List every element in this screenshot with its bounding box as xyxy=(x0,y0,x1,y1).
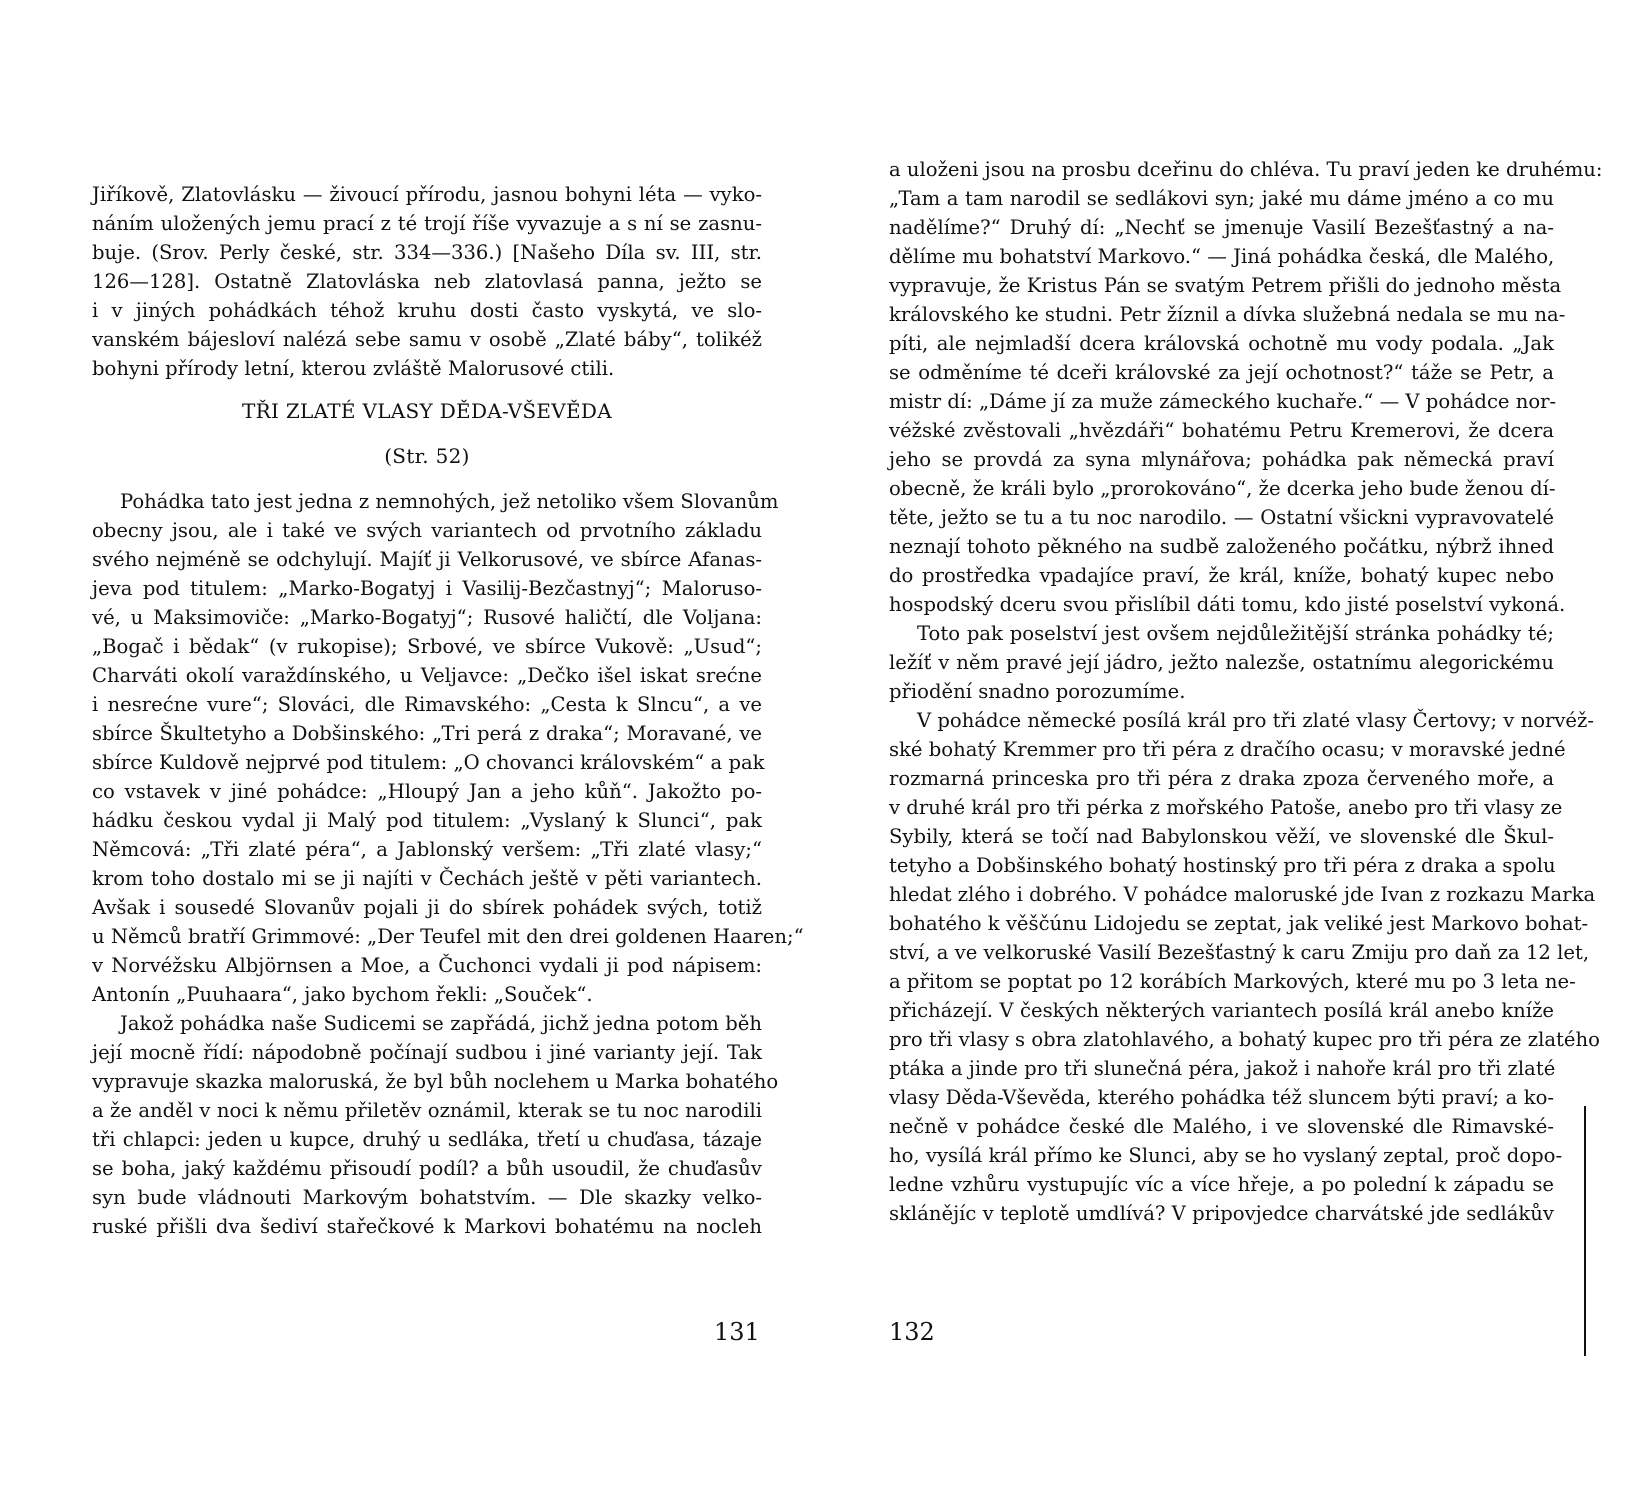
text-line: neznají tohoto pěkného na sudbě založeného počátku, nýbrž ihned xyxy=(889,535,1554,558)
left-text-column xyxy=(92,180,804,1241)
text-line: Charváti okolí varaždínského, u Veljavce: „Dečko išel iskat srećne xyxy=(92,664,762,687)
text-line: ství, a ve velkoruské Vasilí Bezešťastný k caru Zmiju pro daň za 12 let, xyxy=(889,941,1590,964)
text-line: a přitom se poptat po 12 korábích Markových, které mu po 3 leta ne- xyxy=(889,970,1576,993)
text-line: svého nejméně se odchylují. Majíť ji Velkorusové, ve sbírce Afanas- xyxy=(92,548,762,571)
text-line: do prostředka vpadajíce praví, že král, kníže, bohatý kupec nebo xyxy=(889,564,1554,587)
text-line: se odměníme té dceři královské za její ochotnost?“ táže se Petr, a xyxy=(889,361,1554,384)
text-line: Antonín „Puuhaara“, jako bychom řekli: „Souček“. xyxy=(92,983,593,1006)
section-heading: TŘI ZLATÉ VLASY DĚDA-VŠEVĚDA xyxy=(242,399,612,423)
margin-rule xyxy=(1584,1106,1586,1356)
text-line: i v jiných pohádkách téhož kruhu dosti často vyskytá, ve slo- xyxy=(92,299,762,322)
text-line: jeho se provdá za syna mlynářova; pohádka pak německá praví xyxy=(889,448,1554,471)
text-line: Jakož pohádka naše Sudicemi se zapřádá, jichž jedna potom běh xyxy=(120,1012,762,1035)
text-line: Jiříkově, Zlatovlásku — živoucí přírodu, jasnou bohyni léta — vyko- xyxy=(92,183,762,206)
text-line: véžské zvěstovali „hvězdáři“ bohatému Petru Kremerovi, že dcera xyxy=(889,419,1554,442)
text-line: v Norvéžsku Albjörnsen a Moe, a Čuchonci vydali ji pod nápisem: xyxy=(92,954,762,977)
page-number-right: 132 xyxy=(889,1318,935,1346)
text-line: dělíme mu bohatství Markovo.“ — Jiná pohádka česká, dle Malého, xyxy=(889,245,1555,268)
text-line: v druhé král pro tři pérka z mořského Patoše, anebo pro tři vlasy ze xyxy=(889,796,1563,819)
text-line: pro tři vlasy s obra zlatohlavého, a bohatý kupec pro tři péra ze zlatého xyxy=(889,1028,1600,1051)
text-line: hledat zlého i dobrého. V pohádce maloruské jde Ivan z rozkazu Marka xyxy=(889,883,1596,906)
text-line: bohyni přírody letní, kterou zvláště Malorusové ctili. xyxy=(92,357,615,380)
text-line: „Bogač i bědak“ (v rukopise); Srbové, ve sbírce Vukově: „Usud“; xyxy=(92,635,762,658)
text-line: Toto pak poselství jest ovšem nejdůležitější stránka pohádky té; xyxy=(917,622,1554,645)
text-line: „Tam a tam narodil se sedlákovi syn; jaké mu dáme jméno a co mu xyxy=(889,187,1554,210)
text-line: buje. (Srov. Perly české, str. 334—336.) [Našeho Díla sv. III, str. xyxy=(92,241,762,264)
text-line: ledne vzhůru vystupujíc víc a více hřeje, a po polední k západu se xyxy=(889,1173,1554,1196)
text-line: ské bohatý Kremmer pro tři péra z dračího ocasu; v moravské jedné xyxy=(889,738,1566,761)
text-line: hádku českou vydal ji Malý pod titulem: „Vyslaný k Slunci“, pak xyxy=(92,809,762,832)
text-line: sklánějíc v teplotě umdlívá? V pripovjedce charvátské jde sedlákův xyxy=(889,1202,1554,1225)
text-line: vanském bájesloví nalézá sebe samu v osobě „Zlaté báby“, tolikéž xyxy=(92,328,762,351)
text-line: těte, ježto se tu a tu noc narodilo. — Ostatní všickni vypravovatelé xyxy=(889,506,1554,529)
text-line: u Němců bratří Grimmové: „Der Teufel mit den drei goldenen Haaren;“ xyxy=(92,925,804,948)
text-line: syn bude vládnouti Markovým bohatstvím. — Dle skazky velko- xyxy=(92,1186,762,1209)
page-number-left: 131 xyxy=(714,1318,760,1346)
text-line: tři chlapci: jeden u kupce, druhý u sedláka, třetí u chuďasa, tázaje xyxy=(92,1128,762,1151)
text-line: vypravuje, že Kristus Pán se svatým Petrem přišli do jednoho města xyxy=(889,274,1562,297)
text-line: bohatého k věščúnu Lidojedu se zeptat, jak veliké jest Markovo bohat- xyxy=(889,912,1589,935)
text-line: a uloženi jsou na prosbu dceřinu do chléva. Tu praví jeden ke druhému: xyxy=(889,158,1603,181)
text-line: královského ke studni. Petr žíznil a dívka služebná nedala se mu na- xyxy=(889,303,1566,326)
text-line: náním uložených jemu prací z té trojí říše vyvazuje a s ní se zasnu- xyxy=(92,212,762,235)
text-line: tetyho a Dobšinského bohatý hostinský pro tři péra z draka a spolu xyxy=(889,854,1556,877)
text-line: vlasy Děda-Vševěda, kterého pohádka též sluncem býti praví; a ko- xyxy=(889,1086,1554,1109)
text-line: hospodský dceru svou přislíbil dáti tomu, kdo jisté poselství vykoná. xyxy=(889,593,1566,616)
text-line: V pohádce německé posílá král pro tři zlaté vlasy Čertovy; v norvéž- xyxy=(917,709,1594,732)
text-line: sbírce Kuldově nejprvé pod titulem: „O chovanci královském“ a pak xyxy=(92,751,765,774)
right-text-column xyxy=(889,155,1603,1228)
text-line: vé, u Maksimoviče: „Marko-Bogatyj“; Rusové haličtí, dle Voljana: xyxy=(92,606,762,629)
text-line: krom toho dostalo mi se ji najíti v Čechách ještě v pěti variantech. xyxy=(92,867,762,890)
text-line: obecně, že králi bylo „prorokováno“, že dcerka jeho bude ženou dí- xyxy=(889,477,1556,500)
text-line: Pohádka tato jest jedna z nemnohých, jež netoliko všem Slovanům xyxy=(120,490,779,513)
text-line: a že anděl v noci k němu přiletěv oznámil, kterak se tu noc narodili xyxy=(92,1099,762,1122)
text-line: píti, ale nejmladší dcera královská ochotně mu vody podala. „Jak xyxy=(889,332,1554,355)
text-line: Avšak i sousedé Slovanův pojali ji do sbírek pohádek svých, totiž xyxy=(92,896,762,919)
text-line: vypravuje skazka maloruská, že byl bůh noclehem u Marka bohatého xyxy=(92,1070,779,1093)
text-line: nadělíme?“ Druhý dí: „Nechť se jmenuje Vasilí Bezešťastný a na- xyxy=(889,216,1554,239)
text-line: ho, vysílá král přímo ke Slunci, aby se ho vyslaný zeptal, proč dopo- xyxy=(889,1144,1563,1167)
text-line: přicházejí. V českých některých variantech posílá král anebo kníže xyxy=(889,999,1554,1022)
text-line: i nesrećne vure“; Slováci, dle Rimavského: „Cesta k Slncu“, a ve xyxy=(92,693,762,716)
text-line: se boha, jaký každému přisoudí podíl? a bůh usoudil, že chuďasův xyxy=(92,1157,762,1180)
text-line: nečně v pohádce české dle Malého, i ve slovenské dle Rimavské- xyxy=(889,1115,1554,1138)
text-line: Sybily, která se točí nad Babylonskou věží, ve slovenské dle Škul- xyxy=(889,825,1554,848)
text-line: rozmarná princeska pro tři péra z draka zpoza červeného moře, a xyxy=(889,767,1554,790)
text-line: ptáka a jinde pro tři slunečná péra, jakož i nahoře král pro tři zlaté xyxy=(889,1057,1556,1080)
text-line: obecny jsou, ale i také ve svých variantech od prvotního základu xyxy=(92,519,762,542)
text-line: co vstavek v jiné pohádce: „Hloupý Jan a jeho kůň“. Jakožto po- xyxy=(92,780,762,803)
text-line: přiodění snadno porozumíme. xyxy=(889,680,1186,703)
text-line: ruské přišli dva šediví stařečkové k Markovi bohatému na nocleh xyxy=(92,1215,762,1238)
text-line: ležíť v něm pravé její jádro, ježto nalezše, ostatnímu alegorickému xyxy=(889,651,1554,674)
text-line: sbírce Škultetyho a Dobšinského: „Tri perá z draka“; Moravané, ve xyxy=(92,722,762,745)
section-page-reference: (Str. 52) xyxy=(384,444,470,468)
text-line: mistr dí: „Dáme jí za muže zámeckého kuchaře.“ — V pohádce nor- xyxy=(889,390,1557,413)
text-line: jeva pod titulem: „Marko-Bogatyj i Vasilij-Bezčastnyj“; Maloruso- xyxy=(92,577,762,600)
text-line: 126—128]. Ostatně Zlatovláska neb zlatovlasá panna, ježto se xyxy=(92,270,762,293)
right-page xyxy=(823,0,1646,1500)
text-line: Němcová: „Tři zlaté péra“, a Jablonský veršem: „Tři zlaté vlasy;“ xyxy=(92,838,762,861)
text-line: její mocně řídí: nápodobně počínají sudbou i jiné varianty její. Tak xyxy=(92,1041,762,1064)
